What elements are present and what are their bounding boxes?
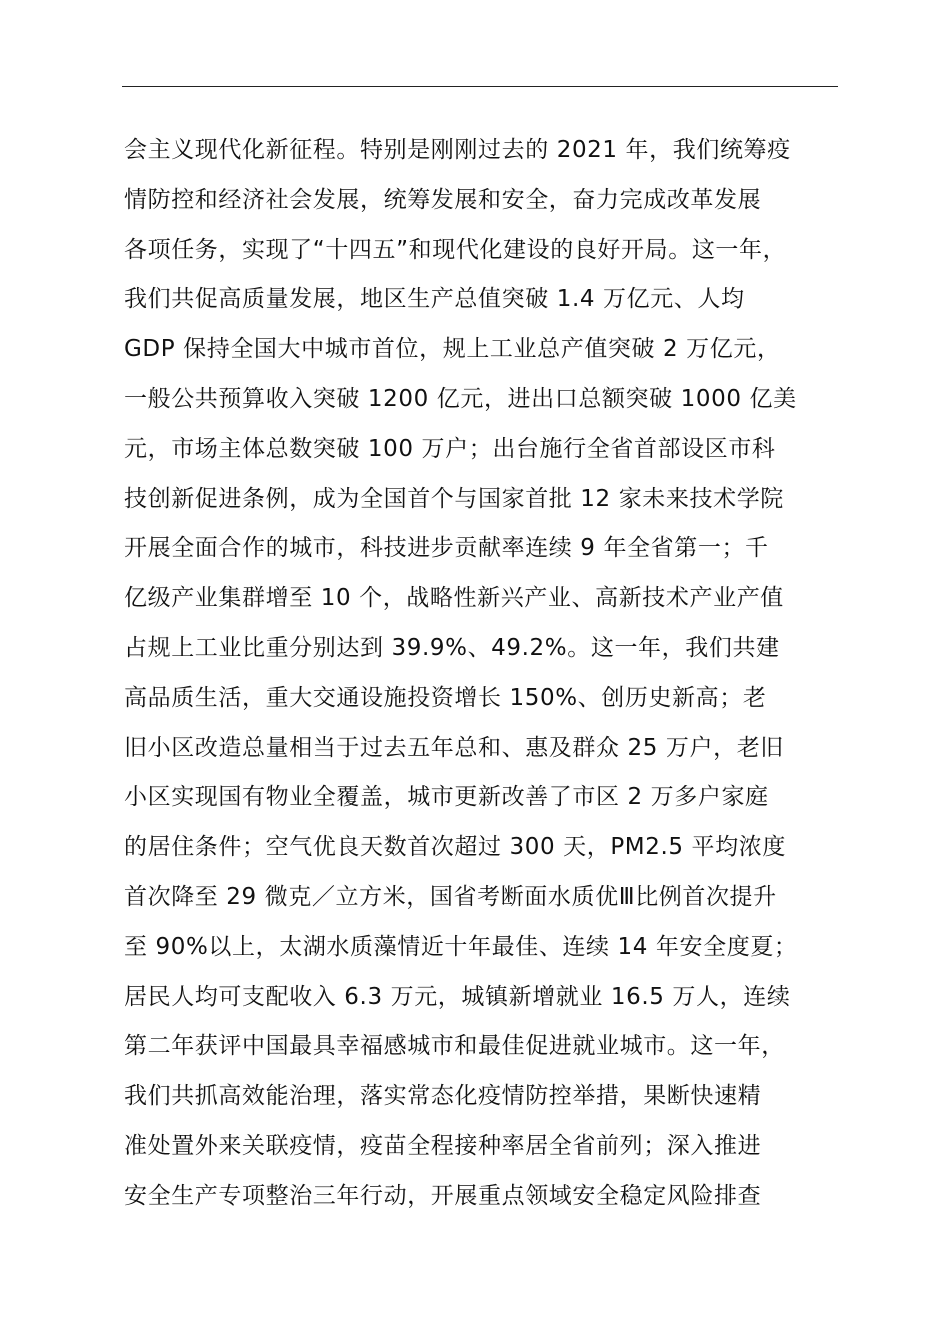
text-line: 会主义现代化新征程。特别是刚刚过去的 2021 年，我们统筹疫 (124, 137, 791, 163)
text-line: 情防控和经济社会发展，统筹发展和安全，奋力完成改革发展 (124, 186, 762, 213)
text-line: 亿级产业集群增至 10 个，战略性新兴产业、高新技术产业产值 (124, 585, 784, 612)
text-line: 安全生产专项整治三年行动，开展重点领域安全稳定风险排查 (124, 1182, 762, 1209)
text-line: GDP 保持全国大中城市首位，规上工业总产值突破 2 万亿元， (124, 336, 781, 363)
header-rule (122, 86, 838, 87)
text-line: 居民人均可支配收入 6.3 万元，城镇新增就业 16.5 万人，连续 (124, 983, 791, 1010)
text-line: 各项任务，实现了“十四五”和现代化建设的良好开局。这一年， (124, 236, 787, 263)
text-line: 一般公共预算收入突破 1200 亿元，进出口总额突破 1000 亿美 (124, 385, 797, 412)
text-line: 占规上工业比重分别达到 39.9%、49.2%。这一年，我们共建 (124, 634, 780, 661)
text-line: 的居住条件；空气优良天数首次超过 300 天，PM2.5 平均浓度 (124, 834, 786, 861)
text-line: 技创新促进条例，成为全国首个与国家首批 12 家未来技术学院 (124, 485, 784, 512)
text-line: 我们共抓高效能治理，落实常态化疫情防控举措，果断快速精 (124, 1083, 762, 1110)
text-line: 第二年获评中国最具幸福感城市和最佳促进就业城市。这一年， (124, 1033, 785, 1060)
body-text (124, 126, 864, 1222)
text-line: 元，市场主体总数突破 100 万户；出台施行全省首部设区市科 (124, 435, 776, 462)
text-line: 首次降至 29 微克／立方米，国省考断面水质优Ⅲ比例首次提升 (124, 883, 777, 910)
text-line: 高品质生活，重大交通设施投资增长 150%、创历史新高；老 (124, 684, 767, 711)
text-line: 小区实现国有物业全覆盖，城市更新改善了市区 2 万多户家庭 (124, 784, 769, 811)
text-line: 开展全面合作的城市，科技进步贡献率连续 9 年全省第一；千 (124, 535, 769, 562)
text-line: 我们共促高质量发展，地区生产总值突破 1.4 万亿元、人均 (124, 286, 745, 313)
text-line: 至 90%以上，太湖水质藻情近十年最佳、连续 14 年安全度夏； (124, 933, 798, 960)
text-line: 准处置外来关联疫情，疫苗全程接种率居全省前列；深入推进 (124, 1132, 762, 1159)
text-line: 旧小区改造总量相当于过去五年总和、惠及群众 25 万户，老旧 (124, 734, 784, 761)
